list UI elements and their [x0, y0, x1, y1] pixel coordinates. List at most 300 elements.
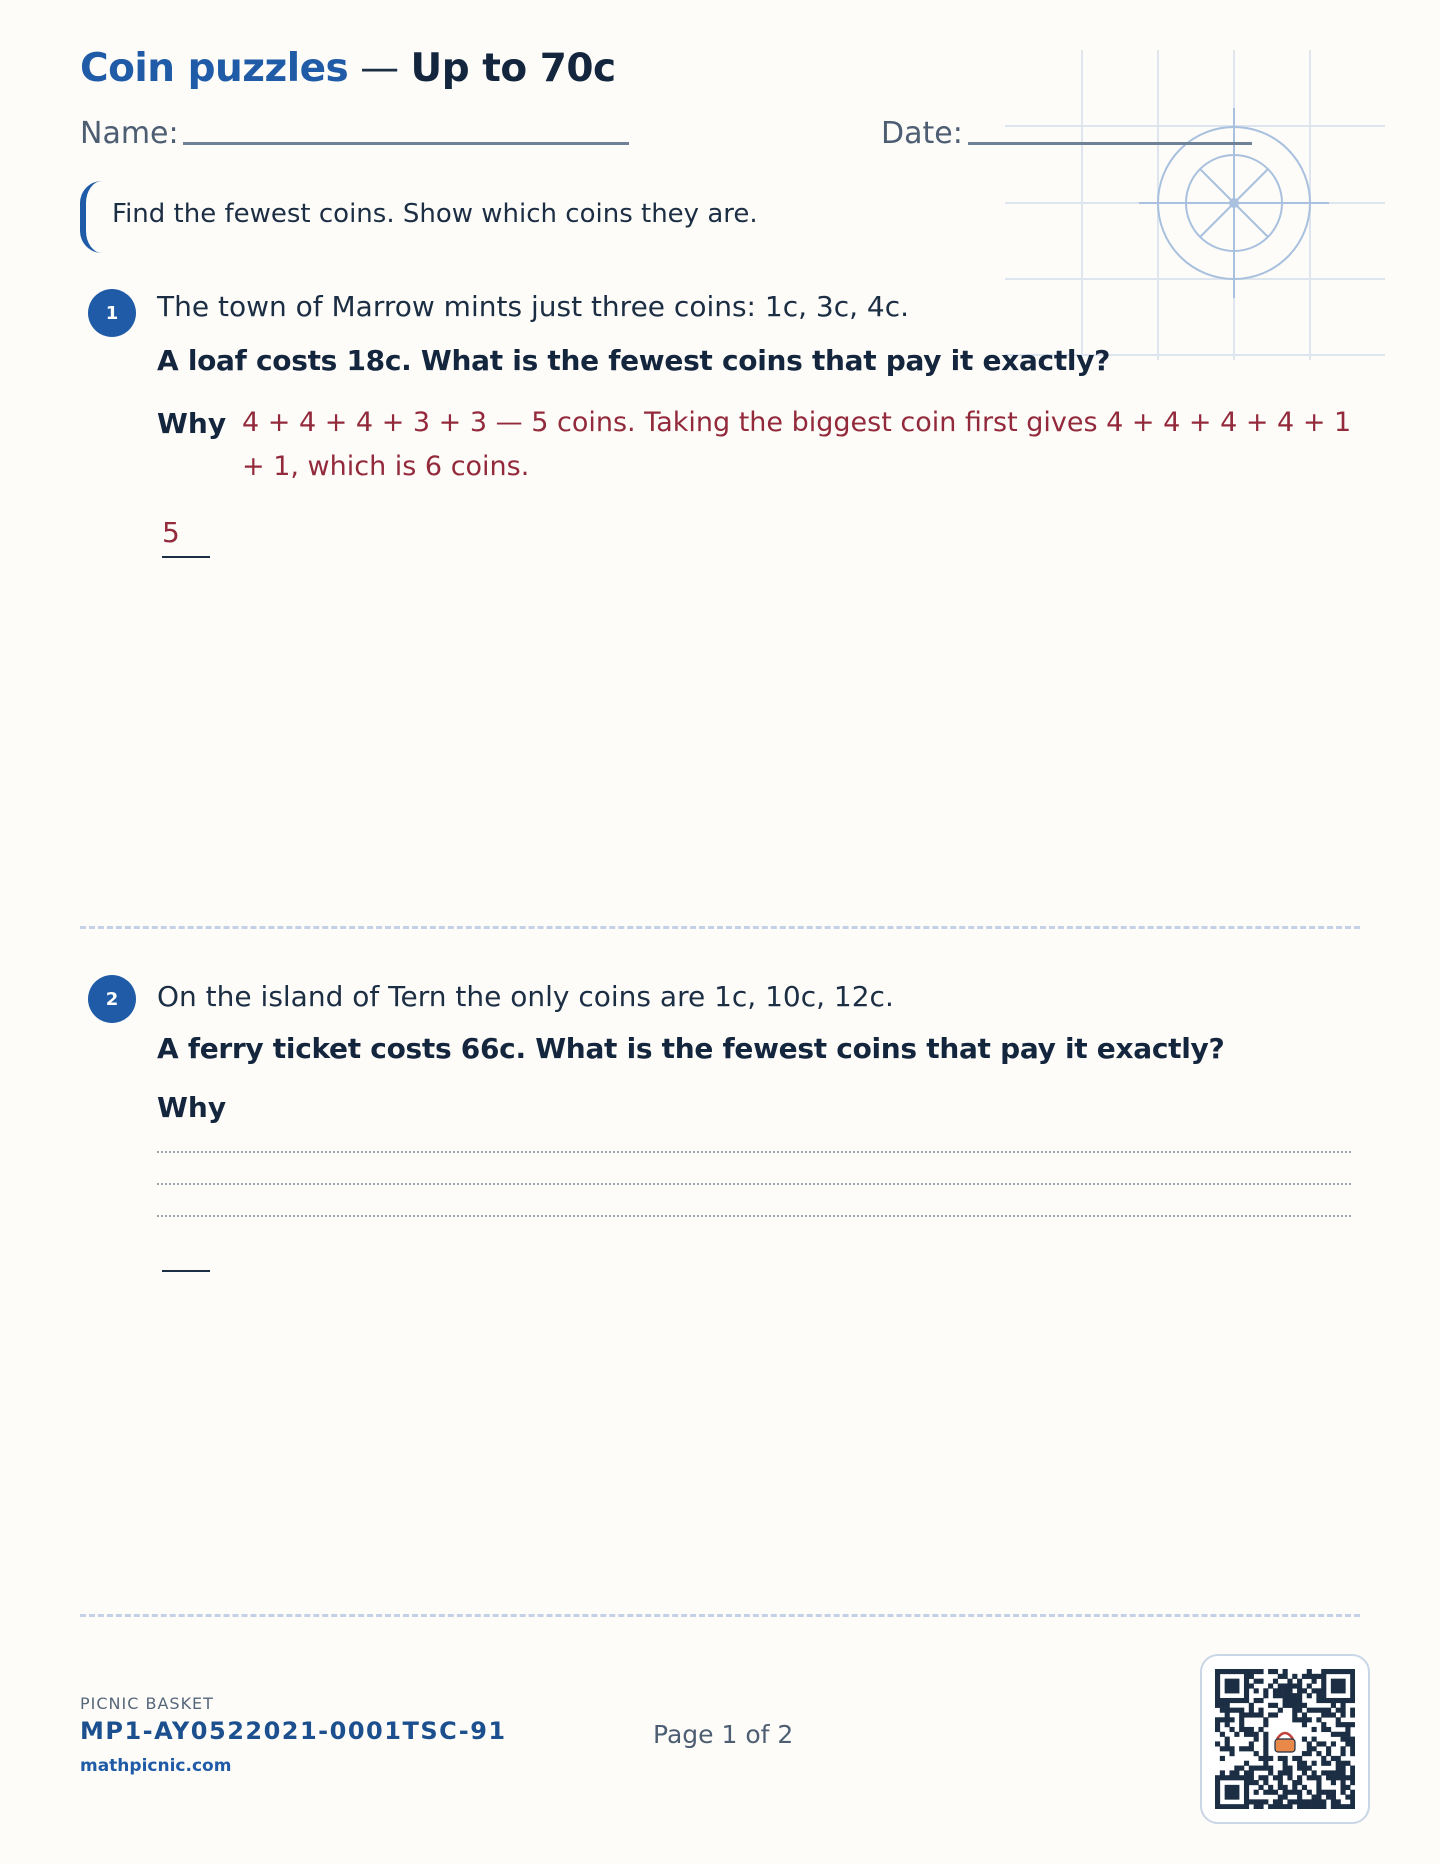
qr-module	[1254, 1780, 1259, 1785]
qr-module	[1316, 1790, 1321, 1795]
qr-module	[1215, 1669, 1220, 1674]
qr-module	[1273, 1679, 1278, 1684]
qr-module	[1254, 1669, 1259, 1674]
qr-module	[1331, 1683, 1336, 1688]
qr-module	[1220, 1703, 1225, 1708]
qr-module	[1263, 1775, 1268, 1780]
qr-module	[1283, 1669, 1288, 1674]
qr-module	[1249, 1766, 1254, 1771]
qr-module	[1225, 1712, 1230, 1717]
qr-module	[1215, 1722, 1220, 1727]
qr-module	[1316, 1717, 1321, 1722]
qr-module	[1283, 1790, 1288, 1795]
qr-module	[1331, 1732, 1336, 1737]
qr-module	[1278, 1693, 1283, 1698]
qr-module	[1321, 1683, 1326, 1688]
qr-module	[1350, 1780, 1355, 1785]
qr-module	[1292, 1698, 1297, 1703]
qr-module	[1297, 1790, 1302, 1795]
qr-module	[1229, 1698, 1234, 1703]
qr-module	[1321, 1741, 1326, 1746]
qr-module	[1220, 1708, 1225, 1713]
qr-module	[1244, 1799, 1249, 1804]
qr-module	[1321, 1770, 1326, 1775]
qr-module	[1249, 1712, 1254, 1717]
qr-module	[1278, 1775, 1283, 1780]
qr-module	[1258, 1804, 1263, 1809]
qr-module	[1341, 1708, 1346, 1713]
qr-module	[1287, 1693, 1292, 1698]
qr-module	[1326, 1790, 1331, 1795]
qr-module	[1225, 1669, 1230, 1674]
qr-module	[1244, 1790, 1249, 1795]
qr-module	[1307, 1683, 1312, 1688]
qr-module	[1225, 1722, 1230, 1727]
qr-module	[1341, 1703, 1346, 1708]
qr-module	[1225, 1703, 1230, 1708]
qr-module	[1326, 1751, 1331, 1756]
qr-module	[1316, 1688, 1321, 1693]
qr-module	[1341, 1790, 1346, 1795]
qr-module	[1254, 1790, 1259, 1795]
qr-module	[1283, 1698, 1288, 1703]
qr-module	[1263, 1751, 1268, 1756]
qr-module	[1350, 1688, 1355, 1693]
qr-module	[1220, 1746, 1225, 1751]
qr-module	[1331, 1669, 1336, 1674]
qr-module	[1278, 1688, 1283, 1693]
qr-module	[1292, 1674, 1297, 1679]
qr-module	[1254, 1679, 1259, 1684]
qr-module	[1307, 1799, 1312, 1804]
qr-module	[1283, 1795, 1288, 1800]
qr-module	[1263, 1766, 1268, 1771]
qr-module	[1297, 1679, 1302, 1684]
site-link[interactable]: mathpicnic.com	[80, 1756, 232, 1776]
qr-module	[1331, 1770, 1336, 1775]
qr-module	[1341, 1751, 1346, 1756]
qr-module	[1297, 1799, 1302, 1804]
qr-module	[1220, 1732, 1225, 1737]
qr-module	[1234, 1790, 1239, 1795]
qr-module	[1283, 1804, 1288, 1809]
qr-module	[1350, 1804, 1355, 1809]
qr-module	[1345, 1698, 1350, 1703]
qr-module	[1292, 1712, 1297, 1717]
qr-module	[1263, 1688, 1268, 1693]
qr-module	[1297, 1688, 1302, 1693]
qr-module	[1263, 1737, 1268, 1742]
qr-module	[1244, 1727, 1249, 1732]
qr-module	[1278, 1674, 1283, 1679]
qr-module	[1283, 1756, 1288, 1761]
qr-module	[1336, 1688, 1341, 1693]
qr-module	[1331, 1688, 1336, 1693]
qr-module	[1336, 1683, 1341, 1688]
qr-module	[1302, 1703, 1307, 1708]
qr-module	[1316, 1795, 1321, 1800]
qr-module	[1273, 1669, 1278, 1674]
qr-module	[1273, 1712, 1278, 1717]
qr-module	[1345, 1727, 1350, 1732]
qr-module	[1258, 1727, 1263, 1732]
qr-module	[1321, 1669, 1326, 1674]
qr-module	[1336, 1679, 1341, 1684]
qr-module	[1268, 1712, 1273, 1717]
qr-module	[1331, 1790, 1336, 1795]
qr-module	[1312, 1674, 1317, 1679]
qr-module	[1316, 1698, 1321, 1703]
qr-module	[1215, 1688, 1220, 1693]
why-writing-line[interactable]	[157, 1215, 1351, 1217]
qr-module	[1321, 1708, 1326, 1713]
qr-module	[1350, 1795, 1355, 1800]
qr-module	[1321, 1722, 1326, 1727]
qr-module	[1312, 1737, 1317, 1742]
qr-module	[1292, 1703, 1297, 1708]
qr-module	[1229, 1679, 1234, 1684]
qr-module	[1254, 1799, 1259, 1804]
qr-module	[1341, 1669, 1346, 1674]
qr-module	[1278, 1780, 1283, 1785]
why-writing-line[interactable]	[157, 1183, 1351, 1185]
qr-module	[1297, 1756, 1302, 1761]
qr-module	[1229, 1669, 1234, 1674]
qr-module	[1307, 1693, 1312, 1698]
qr-module	[1350, 1799, 1355, 1804]
qr-module	[1316, 1693, 1321, 1698]
qr-module	[1292, 1790, 1297, 1795]
qr-module	[1254, 1766, 1259, 1771]
qr-module	[1220, 1698, 1225, 1703]
qr-module	[1234, 1688, 1239, 1693]
qr-module	[1287, 1766, 1292, 1771]
qr-module	[1239, 1717, 1244, 1722]
why-writing-line[interactable]	[157, 1151, 1351, 1153]
qr-module	[1225, 1785, 1230, 1790]
qr-module	[1225, 1795, 1230, 1800]
qr-module	[1244, 1674, 1249, 1679]
qr-module	[1278, 1770, 1283, 1775]
qr-module	[1321, 1674, 1326, 1679]
qr-module	[1341, 1746, 1346, 1751]
qr-module	[1312, 1770, 1317, 1775]
qr-module	[1326, 1795, 1331, 1800]
qr-module	[1316, 1741, 1321, 1746]
qr-module	[1341, 1732, 1346, 1737]
qr-module	[1312, 1746, 1317, 1751]
qr-module	[1234, 1770, 1239, 1775]
qr-module	[1307, 1751, 1312, 1756]
question-number-badge: 1	[88, 289, 136, 337]
qr-module	[1273, 1775, 1278, 1780]
qr-module	[1244, 1775, 1249, 1780]
qr-module	[1331, 1799, 1336, 1804]
qr-module	[1249, 1770, 1254, 1775]
qr-module	[1244, 1770, 1249, 1775]
qr-module	[1297, 1683, 1302, 1688]
qr-module	[1258, 1775, 1263, 1780]
qr-module	[1336, 1761, 1341, 1766]
qr-module	[1336, 1708, 1341, 1713]
qr-module	[1273, 1799, 1278, 1804]
qr-module	[1244, 1698, 1249, 1703]
qr-module	[1341, 1766, 1346, 1771]
qr-module	[1350, 1693, 1355, 1698]
qr-module	[1287, 1770, 1292, 1775]
qr-module	[1283, 1770, 1288, 1775]
qr-module	[1215, 1698, 1220, 1703]
qr-module	[1225, 1746, 1230, 1751]
qr-module	[1215, 1780, 1220, 1785]
qr-module	[1239, 1698, 1244, 1703]
qr-module	[1345, 1722, 1350, 1727]
qr-module	[1336, 1804, 1341, 1809]
qr-module	[1278, 1804, 1283, 1809]
qr-module	[1225, 1741, 1230, 1746]
qr-module	[1297, 1804, 1302, 1809]
qr-module	[1249, 1669, 1254, 1674]
qr-module	[1215, 1703, 1220, 1708]
qr-module	[1254, 1751, 1259, 1756]
qr-module	[1234, 1785, 1239, 1790]
qr-module	[1244, 1785, 1249, 1790]
qr-module	[1244, 1780, 1249, 1785]
qr-module	[1283, 1785, 1288, 1790]
qr-module	[1234, 1679, 1239, 1684]
date-field[interactable]	[968, 142, 1252, 145]
qr-module	[1239, 1775, 1244, 1780]
brand-name: PICNIC BASKET	[80, 1694, 214, 1713]
qr-module	[1234, 1708, 1239, 1713]
question-text: On the island of Tern the only coins are 1c, 10c, 12c.	[157, 980, 894, 1013]
qr-module	[1341, 1780, 1346, 1785]
qr-module	[1263, 1693, 1268, 1698]
qr-module	[1321, 1679, 1326, 1684]
qr-module	[1302, 1717, 1307, 1722]
qr-module	[1263, 1799, 1268, 1804]
qr-module	[1229, 1785, 1234, 1790]
qr-module	[1297, 1775, 1302, 1780]
qr-module	[1229, 1708, 1234, 1713]
qr-module	[1336, 1775, 1341, 1780]
qr-module	[1312, 1775, 1317, 1780]
qr-module	[1244, 1795, 1249, 1800]
qr-module	[1273, 1693, 1278, 1698]
qr-module	[1326, 1712, 1331, 1717]
qr-module	[1239, 1746, 1244, 1751]
qr-module	[1283, 1674, 1288, 1679]
qr-module	[1350, 1679, 1355, 1684]
qr-module	[1229, 1683, 1234, 1688]
qr-module	[1326, 1708, 1331, 1713]
qr-module	[1263, 1761, 1268, 1766]
qr-module	[1225, 1708, 1230, 1713]
qr-module	[1292, 1683, 1297, 1688]
qr-module	[1229, 1717, 1234, 1722]
qr-module	[1336, 1669, 1341, 1674]
qr-module	[1331, 1679, 1336, 1684]
qr-module	[1302, 1804, 1307, 1809]
qr-module	[1312, 1708, 1317, 1713]
qr-module	[1258, 1766, 1263, 1771]
page-number: Page 1 of 2	[653, 1720, 794, 1749]
qr-module	[1336, 1717, 1341, 1722]
qr-module	[1326, 1727, 1331, 1732]
qr-module	[1244, 1804, 1249, 1809]
section-divider	[80, 926, 1360, 929]
qr-module	[1326, 1775, 1331, 1780]
answer-field[interactable]	[162, 1270, 210, 1272]
qr-module	[1312, 1795, 1317, 1800]
qr-module	[1302, 1770, 1307, 1775]
qr-module	[1302, 1674, 1307, 1679]
qr-module	[1263, 1780, 1268, 1785]
qr-module	[1225, 1737, 1230, 1742]
qr-module	[1225, 1683, 1230, 1688]
name-field[interactable]	[183, 142, 629, 145]
qr-module	[1307, 1674, 1312, 1679]
qr-module	[1287, 1679, 1292, 1684]
qr-module	[1225, 1679, 1230, 1684]
qr-module	[1297, 1717, 1302, 1722]
qr-module	[1287, 1790, 1292, 1795]
qr-module	[1215, 1799, 1220, 1804]
qr-module	[1331, 1703, 1336, 1708]
qr-module	[1234, 1732, 1239, 1737]
qr-module	[1331, 1698, 1336, 1703]
qr-module	[1345, 1785, 1350, 1790]
qr-module	[1215, 1717, 1220, 1722]
qr-module	[1350, 1669, 1355, 1674]
qr-module	[1249, 1708, 1254, 1713]
qr-code[interactable]	[1200, 1654, 1370, 1824]
qr-module	[1326, 1770, 1331, 1775]
qr-module	[1249, 1727, 1254, 1732]
qr-module	[1316, 1785, 1321, 1790]
qr-module	[1254, 1688, 1259, 1693]
qr-module	[1307, 1766, 1312, 1771]
qr-module	[1350, 1737, 1355, 1742]
qr-module	[1307, 1708, 1312, 1713]
qr-module	[1234, 1795, 1239, 1800]
qr-module	[1302, 1737, 1307, 1742]
qr-module	[1297, 1708, 1302, 1713]
qr-module	[1234, 1698, 1239, 1703]
qr-module	[1273, 1688, 1278, 1693]
qr-module	[1292, 1717, 1297, 1722]
qr-module	[1244, 1732, 1249, 1737]
instruction-text: Find the fewest coins. Show which coins they are.	[112, 199, 758, 229]
qr-module	[1321, 1693, 1326, 1698]
question-text: The town of Marrow mints just three coins: 1c, 3c, 4c.	[157, 290, 910, 323]
qr-module	[1239, 1766, 1244, 1771]
qr-module	[1302, 1712, 1307, 1717]
qr-module	[1287, 1799, 1292, 1804]
qr-module	[1273, 1790, 1278, 1795]
qr-module	[1297, 1698, 1302, 1703]
qr-module	[1331, 1712, 1336, 1717]
qr-module	[1268, 1804, 1273, 1809]
qr-module	[1326, 1761, 1331, 1766]
qr-module	[1321, 1799, 1326, 1804]
qr-module	[1331, 1756, 1336, 1761]
qr-module	[1268, 1669, 1273, 1674]
qr-module	[1331, 1804, 1336, 1809]
qr-module	[1297, 1693, 1302, 1698]
qr-module	[1229, 1727, 1234, 1732]
qr-module	[1321, 1698, 1326, 1703]
qr-module	[1336, 1698, 1341, 1703]
qr-module	[1321, 1756, 1326, 1761]
qr-module	[1215, 1674, 1220, 1679]
page-title	[80, 46, 616, 91]
qr-module	[1341, 1804, 1346, 1809]
qr-module	[1307, 1717, 1312, 1722]
qr-module	[1244, 1746, 1249, 1751]
qr-module	[1302, 1751, 1307, 1756]
qr-module	[1249, 1732, 1254, 1737]
qr-module	[1336, 1766, 1341, 1771]
qr-module	[1345, 1775, 1350, 1780]
qr-module	[1268, 1785, 1273, 1790]
qr-module	[1326, 1669, 1331, 1674]
qr-module	[1278, 1785, 1283, 1790]
qr-module	[1215, 1775, 1220, 1780]
qr-module	[1326, 1746, 1331, 1751]
answer-field[interactable]	[162, 556, 210, 558]
qr-module	[1302, 1799, 1307, 1804]
qr-module	[1268, 1756, 1273, 1761]
qr-module	[1302, 1688, 1307, 1693]
qr-module	[1215, 1804, 1220, 1809]
qr-module	[1292, 1799, 1297, 1804]
qr-module	[1263, 1741, 1268, 1746]
qr-module	[1350, 1790, 1355, 1795]
qr-module	[1215, 1679, 1220, 1684]
qr-module	[1254, 1737, 1259, 1742]
qr-module	[1297, 1703, 1302, 1708]
question-number-badge: 2	[88, 975, 136, 1023]
qr-module	[1302, 1766, 1307, 1771]
qr-module	[1273, 1703, 1278, 1708]
qr-module	[1341, 1785, 1346, 1790]
qr-module	[1345, 1669, 1350, 1674]
qr-module	[1263, 1746, 1268, 1751]
qr-module	[1345, 1737, 1350, 1742]
qr-module	[1297, 1761, 1302, 1766]
qr-module	[1283, 1766, 1288, 1771]
qr-module	[1244, 1679, 1249, 1684]
qr-module	[1258, 1698, 1263, 1703]
qr-module	[1331, 1780, 1336, 1785]
qr-module	[1350, 1683, 1355, 1688]
qr-module	[1215, 1683, 1220, 1688]
qr-module	[1341, 1737, 1346, 1742]
qr-module	[1292, 1785, 1297, 1790]
qr-module	[1229, 1790, 1234, 1795]
qr-module	[1278, 1795, 1283, 1800]
qr-module	[1316, 1674, 1321, 1679]
qr-module	[1215, 1785, 1220, 1790]
qr-module	[1234, 1775, 1239, 1780]
question-ask: A ferry ticket costs 66c. What is the fewest coins that pay it exactly?	[157, 1032, 1225, 1065]
qr-module	[1283, 1703, 1288, 1708]
qr-module	[1350, 1674, 1355, 1679]
qr-module	[1229, 1775, 1234, 1780]
qr-module	[1350, 1770, 1355, 1775]
qr-module	[1341, 1688, 1346, 1693]
